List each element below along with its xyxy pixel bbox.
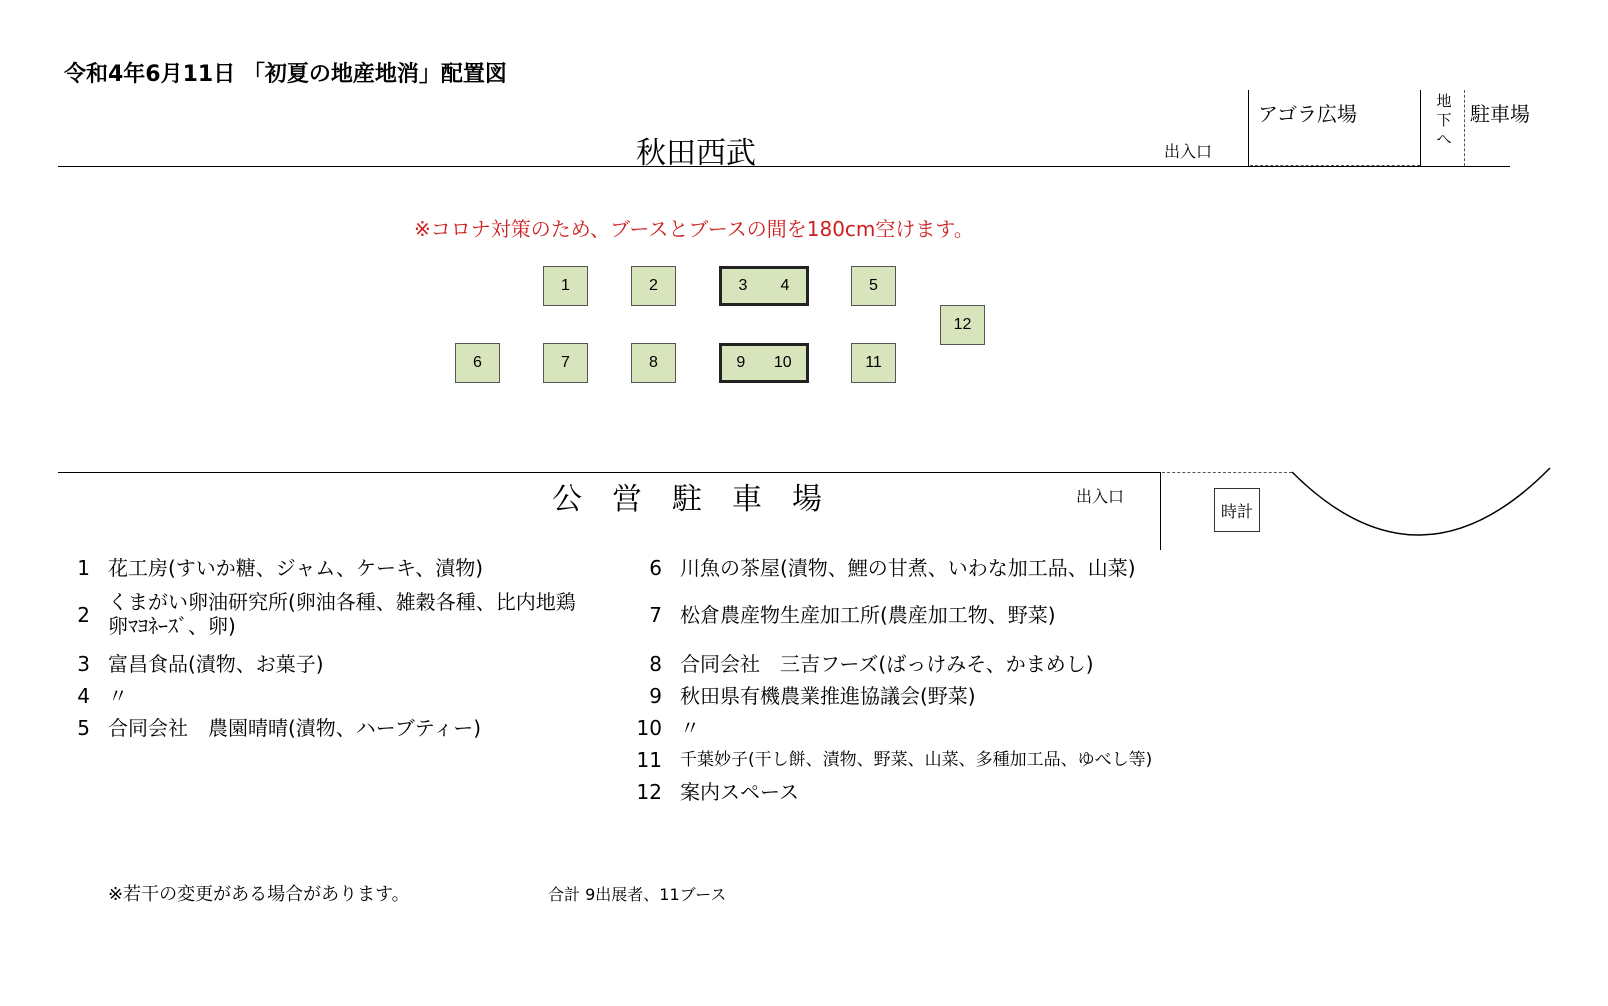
- parking-boundary-line: [58, 472, 1161, 473]
- legend-num: 1: [77, 556, 90, 580]
- booth-12: [940, 305, 985, 345]
- change-note: ※若干の変更がある場合があります。: [108, 884, 410, 905]
- legend-num: 11: [636, 748, 662, 772]
- legend-text: 松倉農産物生産加工所(農産加工物、野菜): [680, 603, 1056, 627]
- legend-num: 6: [649, 556, 662, 580]
- clock-marker: [1214, 488, 1260, 532]
- legend-text: 富昌食品(漬物、お菓子): [108, 652, 324, 676]
- booth-5: [851, 266, 896, 306]
- legend-num: 9: [649, 684, 662, 708]
- booth-8: [631, 343, 676, 383]
- roundabout-arc-path: [1292, 468, 1550, 535]
- legend-num: 3: [77, 652, 90, 676]
- legend-text: 千葉妙子(干し餅、漬物、野菜、山菜、多種加工品、ゆべし等): [680, 750, 1153, 770]
- underground-label: [1434, 92, 1454, 149]
- booth-number: 4: [780, 277, 790, 294]
- booth-7: [543, 343, 588, 383]
- underground-char-1: 地: [1436, 92, 1452, 110]
- booth-number: 3: [738, 277, 748, 294]
- legend-text: 秋田県有機農業推進協議会(野菜): [680, 684, 976, 708]
- parking-entrance-divider: [1160, 472, 1161, 550]
- booth-number: 12: [953, 316, 972, 333]
- public-parking-name: 公 営 駐 車 場: [552, 482, 822, 517]
- booth-number: 9: [736, 354, 746, 371]
- booth-11: [851, 343, 896, 383]
- legend-text: 合同会社 三吉フーズ(ばっけみそ、かまめし): [680, 652, 1094, 676]
- store-wall-line: [58, 166, 1510, 167]
- parking-dashed-boundary: [1464, 90, 1465, 166]
- legend-text: 合同会社 農園晴晴(漬物、ハーブティー): [108, 716, 482, 740]
- roundabout-arc: [1280, 460, 1560, 540]
- store-name: 秋田西武: [636, 136, 756, 171]
- booth-number: 2: [649, 277, 658, 294]
- booth-number: 10: [773, 354, 792, 371]
- upper-parking-label: 駐車場: [1470, 102, 1530, 126]
- booth-number: 8: [649, 354, 658, 371]
- booth-1: [543, 266, 588, 306]
- parking-dashed-line: [1162, 472, 1292, 473]
- booth-number: 11: [865, 354, 882, 371]
- legend-text: 花工房(すいか糖、ジャム、ケーキ、漬物): [108, 556, 484, 580]
- booth-number: 7: [561, 354, 570, 371]
- underground-char-2: 下: [1436, 111, 1452, 129]
- legend-num: 10: [636, 716, 662, 740]
- total-summary: 合計 9出展者、11ブース: [548, 885, 727, 904]
- booth-6: [455, 343, 500, 383]
- booth-number: 1: [561, 277, 570, 294]
- legend-text: 案内スペース: [680, 780, 799, 804]
- legend-text: 〃: [680, 716, 700, 740]
- legend-num: 5: [77, 716, 90, 740]
- legend-num: 4: [77, 684, 90, 708]
- agora-dashed-boundary: [1250, 165, 1420, 166]
- agora-plaza-label: アゴラ広場: [1258, 102, 1357, 126]
- legend-text: くまがい卵油研究所(卵油各種、雑穀各種、比内地鶏卵ﾏﾖﾈｰｽﾞ、卵): [108, 590, 576, 638]
- legend-num: 12: [636, 780, 662, 804]
- booth-number: 6: [473, 354, 482, 371]
- legend-num: 7: [649, 603, 662, 627]
- covid-notice: ※コロナ対策のため、ブースとブースの間を180cm空けます。: [414, 217, 974, 241]
- booth-3-4: [719, 266, 809, 306]
- legend-text: 川魚の茶屋(漬物、鯉の甘煮、いわな加工品、山菜): [680, 556, 1136, 580]
- page-title: 令和4年6月11日 「初夏の地産地消」配置図: [64, 62, 507, 87]
- underground-char-3: へ: [1436, 130, 1452, 148]
- legend-text: 〃: [108, 684, 128, 708]
- legend-num: 2: [77, 603, 90, 627]
- parking-entrance-label: 出入口: [1076, 487, 1125, 506]
- legend-num: 8: [649, 652, 662, 676]
- clock-label: 時計: [1220, 501, 1253, 521]
- agora-right-border: [1420, 90, 1421, 166]
- agora-left-border: [1248, 90, 1249, 166]
- booth-2: [631, 266, 676, 306]
- store-entrance-label: 出入口: [1164, 142, 1213, 161]
- booth-number: 5: [869, 277, 878, 294]
- booth-9-10: [719, 343, 809, 383]
